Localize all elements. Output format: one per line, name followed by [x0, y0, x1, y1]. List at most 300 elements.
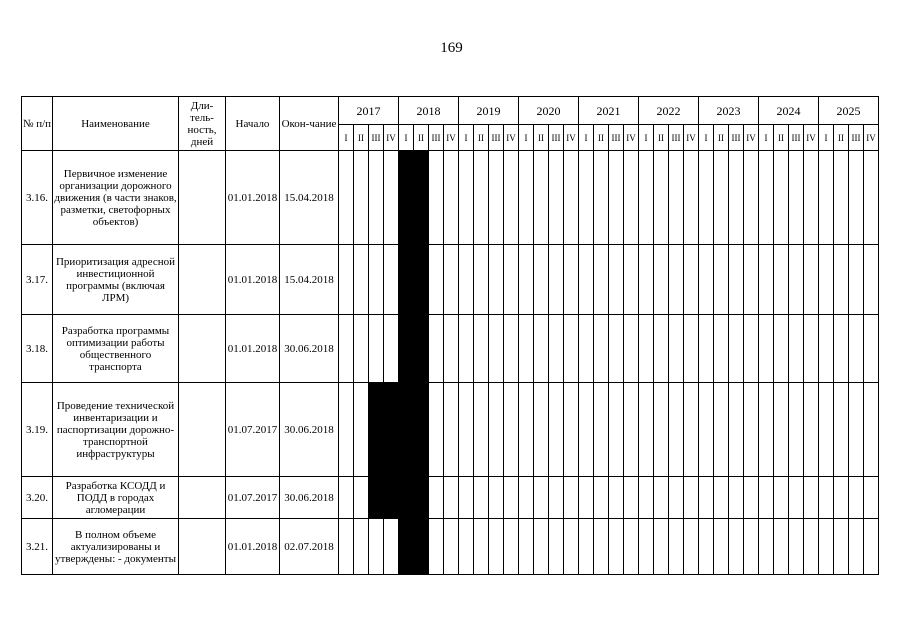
gantt-empty-cell — [354, 519, 369, 575]
gantt-empty-cell — [654, 519, 669, 575]
row-duration — [179, 383, 226, 477]
gantt-empty-cell — [504, 151, 519, 245]
gantt-empty-cell — [369, 245, 384, 315]
year-header: 2019 — [459, 97, 519, 125]
gantt-empty-cell — [774, 315, 789, 383]
gantt-empty-cell — [624, 245, 639, 315]
quarter-header: III — [549, 125, 564, 151]
table-row — [22, 519, 879, 575]
gantt-empty-cell — [489, 519, 504, 575]
gantt-empty-cell — [579, 383, 594, 477]
gantt-empty-cell — [639, 477, 654, 519]
gantt-empty-cell — [474, 519, 489, 575]
gantt-empty-cell — [624, 477, 639, 519]
quarter-header: II — [654, 125, 669, 151]
gantt-empty-cell — [714, 383, 729, 477]
gantt-empty-cell — [444, 383, 459, 477]
gantt-empty-cell — [714, 315, 729, 383]
row-duration — [179, 151, 226, 245]
gantt-bar-cell — [414, 151, 429, 245]
quarter-header: II — [414, 125, 429, 151]
row-end-date: 30.06.2018 — [280, 383, 339, 477]
row-start-date: 01.01.2018 — [226, 519, 280, 575]
quarter-header: I — [819, 125, 834, 151]
row-end-date: 02.07.2018 — [280, 519, 339, 575]
gantt-empty-cell — [459, 151, 474, 245]
quarter-header: IV — [504, 125, 519, 151]
gantt-empty-cell — [354, 477, 369, 519]
gantt-empty-cell — [669, 383, 684, 477]
gantt-empty-cell — [819, 245, 834, 315]
gantt-empty-cell — [834, 315, 849, 383]
gantt-empty-cell — [639, 383, 654, 477]
gantt-empty-cell — [519, 477, 534, 519]
gantt-empty-cell — [804, 245, 819, 315]
gantt-empty-cell — [429, 245, 444, 315]
gantt-empty-cell — [714, 151, 729, 245]
gantt-empty-cell — [864, 383, 879, 477]
gantt-empty-cell — [624, 519, 639, 575]
gantt-bar-cell — [414, 315, 429, 383]
gantt-empty-cell — [549, 245, 564, 315]
gantt-empty-cell — [489, 151, 504, 245]
gantt-empty-cell — [459, 245, 474, 315]
gantt-empty-cell — [534, 519, 549, 575]
quarter-header: IV — [624, 125, 639, 151]
gantt-empty-cell — [819, 151, 834, 245]
gantt-bar-cell — [384, 383, 399, 477]
gantt-empty-cell — [624, 315, 639, 383]
gantt-empty-cell — [849, 151, 864, 245]
gantt-empty-cell — [669, 519, 684, 575]
gantt-bar-cell — [399, 151, 414, 245]
gantt-empty-cell — [579, 519, 594, 575]
gantt-empty-cell — [789, 245, 804, 315]
row-start-date: 01.01.2018 — [226, 315, 280, 383]
gantt-empty-cell — [609, 245, 624, 315]
gantt-empty-cell — [849, 477, 864, 519]
gantt-empty-cell — [354, 383, 369, 477]
row-duration — [179, 477, 226, 519]
gantt-bar-cell — [414, 519, 429, 575]
table-row — [22, 477, 879, 519]
row-duration — [179, 315, 226, 383]
gantt-empty-cell — [519, 245, 534, 315]
year-header: 2024 — [759, 97, 819, 125]
gantt-empty-cell — [714, 245, 729, 315]
table-row — [22, 383, 879, 477]
gantt-empty-cell — [339, 245, 354, 315]
gantt-empty-cell — [849, 245, 864, 315]
gantt-empty-cell — [729, 383, 744, 477]
quarter-header: III — [489, 125, 504, 151]
gantt-table — [21, 96, 879, 575]
gantt-empty-cell — [564, 519, 579, 575]
gantt-empty-cell — [474, 315, 489, 383]
gantt-empty-cell — [354, 315, 369, 383]
gantt-empty-cell — [639, 245, 654, 315]
gantt-empty-cell — [744, 477, 759, 519]
gantt-empty-cell — [669, 477, 684, 519]
gantt-empty-cell — [759, 519, 774, 575]
gantt-empty-cell — [759, 245, 774, 315]
gantt-empty-cell — [504, 245, 519, 315]
gantt-empty-cell — [789, 519, 804, 575]
gantt-empty-cell — [369, 519, 384, 575]
gantt-empty-cell — [579, 245, 594, 315]
gantt-empty-cell — [654, 151, 669, 245]
gantt-empty-cell — [699, 315, 714, 383]
gantt-empty-cell — [684, 519, 699, 575]
header-num: № п/п — [22, 97, 53, 151]
row-end-date: 15.04.2018 — [280, 245, 339, 315]
gantt-empty-cell — [489, 315, 504, 383]
row-duration — [179, 519, 226, 575]
gantt-empty-cell — [369, 151, 384, 245]
gantt-empty-cell — [429, 315, 444, 383]
gantt-empty-cell — [549, 315, 564, 383]
gantt-empty-cell — [744, 245, 759, 315]
quarter-header: IV — [384, 125, 399, 151]
header-duration: Дли-тель-ность, дней — [179, 97, 226, 151]
quarter-header: I — [519, 125, 534, 151]
quarter-header: IV — [684, 125, 699, 151]
gantt-empty-cell — [729, 519, 744, 575]
year-header: 2020 — [519, 97, 579, 125]
gantt-empty-cell — [444, 151, 459, 245]
gantt-empty-cell — [774, 383, 789, 477]
gantt-empty-cell — [564, 315, 579, 383]
row-number: 3.17. — [22, 245, 53, 315]
gantt-empty-cell — [729, 315, 744, 383]
row-start-date: 01.07.2017 — [226, 383, 280, 477]
gantt-bar-cell — [369, 477, 384, 519]
gantt-empty-cell — [669, 151, 684, 245]
quarter-header: I — [759, 125, 774, 151]
quarter-header: II — [714, 125, 729, 151]
gantt-empty-cell — [504, 477, 519, 519]
gantt-empty-cell — [384, 151, 399, 245]
gantt-empty-cell — [849, 383, 864, 477]
gantt-empty-cell — [549, 383, 564, 477]
gantt-empty-cell — [444, 519, 459, 575]
gantt-empty-cell — [729, 245, 744, 315]
gantt-empty-cell — [429, 383, 444, 477]
gantt-empty-cell — [639, 519, 654, 575]
quarter-header: I — [339, 125, 354, 151]
row-end-date: 15.04.2018 — [280, 151, 339, 245]
gantt-bar-cell — [399, 245, 414, 315]
gantt-empty-cell — [579, 477, 594, 519]
gantt-empty-cell — [504, 383, 519, 477]
gantt-bar-cell — [399, 383, 414, 477]
gantt-empty-cell — [354, 151, 369, 245]
gantt-empty-cell — [594, 477, 609, 519]
gantt-empty-cell — [744, 315, 759, 383]
gantt-empty-cell — [534, 245, 549, 315]
quarter-header: IV — [864, 125, 879, 151]
quarter-header: III — [369, 125, 384, 151]
table-row — [22, 245, 879, 315]
gantt-empty-cell — [459, 383, 474, 477]
gantt-empty-cell — [684, 245, 699, 315]
gantt-bar-cell — [399, 519, 414, 575]
gantt-empty-cell — [729, 477, 744, 519]
gantt-empty-cell — [684, 315, 699, 383]
row-start-date: 01.07.2017 — [226, 477, 280, 519]
gantt-empty-cell — [699, 383, 714, 477]
row-name: Проведение технической инвентаризации и паспортизации дорожно-транспортной инфраструктуры — [53, 383, 179, 477]
quarter-header: II — [594, 125, 609, 151]
gantt-empty-cell — [684, 151, 699, 245]
row-name: Первичное изменение организации дорожного движения (в части знаков, разметки, светофорных объектов) — [53, 151, 179, 245]
gantt-empty-cell — [714, 477, 729, 519]
gantt-empty-cell — [549, 151, 564, 245]
gantt-bar-cell — [399, 315, 414, 383]
gantt-empty-cell — [774, 519, 789, 575]
gantt-empty-cell — [774, 151, 789, 245]
gantt-empty-cell — [819, 315, 834, 383]
gantt-empty-cell — [429, 519, 444, 575]
gantt-empty-cell — [444, 477, 459, 519]
gantt-empty-cell — [519, 383, 534, 477]
gantt-empty-cell — [519, 315, 534, 383]
quarter-header: II — [354, 125, 369, 151]
gantt-empty-cell — [534, 383, 549, 477]
gantt-empty-cell — [849, 519, 864, 575]
gantt-empty-cell — [684, 477, 699, 519]
gantt-empty-cell — [489, 245, 504, 315]
quarter-header: I — [459, 125, 474, 151]
year-header: 2017 — [339, 97, 399, 125]
gantt-empty-cell — [819, 383, 834, 477]
gantt-empty-cell — [429, 477, 444, 519]
quarter-header: IV — [804, 125, 819, 151]
gantt-empty-cell — [609, 315, 624, 383]
gantt-empty-cell — [669, 315, 684, 383]
gantt-empty-cell — [609, 519, 624, 575]
gantt-empty-cell — [594, 519, 609, 575]
row-number: 3.20. — [22, 477, 53, 519]
gantt-empty-cell — [834, 151, 849, 245]
quarter-header: III — [669, 125, 684, 151]
gantt-empty-cell — [759, 151, 774, 245]
gantt-empty-cell — [834, 245, 849, 315]
gantt-empty-cell — [549, 477, 564, 519]
row-number: 3.16. — [22, 151, 53, 245]
gantt-empty-cell — [744, 519, 759, 575]
gantt-empty-cell — [759, 383, 774, 477]
gantt-empty-cell — [714, 519, 729, 575]
gantt-empty-cell — [594, 383, 609, 477]
quarter-header: I — [699, 125, 714, 151]
gantt-empty-cell — [654, 245, 669, 315]
row-name: Разработка КСОДД и ПОДД в городах агломерации — [53, 477, 179, 519]
gantt-empty-cell — [534, 477, 549, 519]
gantt-empty-cell — [579, 315, 594, 383]
quarter-header: II — [834, 125, 849, 151]
quarter-header: I — [639, 125, 654, 151]
gantt-empty-cell — [519, 519, 534, 575]
gantt-bar-cell — [414, 477, 429, 519]
gantt-empty-cell — [384, 519, 399, 575]
gantt-empty-cell — [534, 151, 549, 245]
row-duration — [179, 245, 226, 315]
gantt-empty-cell — [864, 315, 879, 383]
gantt-bar-cell — [384, 477, 399, 519]
gantt-empty-cell — [624, 383, 639, 477]
quarter-header: III — [849, 125, 864, 151]
row-number: 3.18. — [22, 315, 53, 383]
gantt-empty-cell — [459, 315, 474, 383]
quarter-header: III — [429, 125, 444, 151]
gantt-empty-cell — [429, 151, 444, 245]
gantt-empty-cell — [594, 315, 609, 383]
row-number: 3.19. — [22, 383, 53, 477]
gantt-empty-cell — [489, 383, 504, 477]
header-start: Начало — [226, 97, 280, 151]
gantt-empty-cell — [759, 315, 774, 383]
gantt-empty-cell — [339, 151, 354, 245]
gantt-empty-cell — [489, 477, 504, 519]
gantt-empty-cell — [804, 151, 819, 245]
gantt-empty-cell — [504, 315, 519, 383]
gantt-empty-cell — [654, 383, 669, 477]
gantt-empty-cell — [594, 151, 609, 245]
year-header: 2025 — [819, 97, 879, 125]
gantt-empty-cell — [699, 519, 714, 575]
gantt-empty-cell — [744, 383, 759, 477]
year-header: 2021 — [579, 97, 639, 125]
table-row — [22, 315, 879, 383]
header-name: Наименование — [53, 97, 179, 151]
gantt-bar-cell — [414, 383, 429, 477]
table-row — [22, 151, 879, 245]
gantt-bar-cell — [414, 245, 429, 315]
gantt-empty-cell — [789, 383, 804, 477]
row-name: Приоритизация адресной инвестиционной программы (включая ЛРМ) — [53, 245, 179, 315]
gantt-empty-cell — [864, 477, 879, 519]
gantt-empty-cell — [609, 477, 624, 519]
quarter-header: III — [789, 125, 804, 151]
year-header: 2018 — [399, 97, 459, 125]
gantt-empty-cell — [459, 477, 474, 519]
row-name: Разработка программы оптимизации работы общественного транспорта — [53, 315, 179, 383]
gantt-empty-cell — [699, 477, 714, 519]
header-end: Окон-чание — [280, 97, 339, 151]
gantt-empty-cell — [864, 151, 879, 245]
gantt-empty-cell — [474, 383, 489, 477]
gantt-empty-cell — [684, 383, 699, 477]
year-header: 2023 — [699, 97, 759, 125]
gantt-empty-cell — [339, 383, 354, 477]
quarter-header: III — [609, 125, 624, 151]
gantt-empty-cell — [804, 519, 819, 575]
gantt-empty-cell — [819, 519, 834, 575]
gantt-empty-cell — [774, 477, 789, 519]
gantt-empty-cell — [579, 151, 594, 245]
gantt-empty-cell — [384, 315, 399, 383]
gantt-empty-cell — [759, 477, 774, 519]
gantt-empty-cell — [339, 519, 354, 575]
quarter-header: IV — [444, 125, 459, 151]
gantt-empty-cell — [369, 315, 384, 383]
quarter-header: IV — [564, 125, 579, 151]
gantt-empty-cell — [519, 151, 534, 245]
gantt-empty-cell — [624, 151, 639, 245]
gantt-empty-cell — [789, 477, 804, 519]
quarter-header: II — [534, 125, 549, 151]
row-end-date: 30.06.2018 — [280, 315, 339, 383]
gantt-empty-cell — [609, 151, 624, 245]
quarter-header: I — [579, 125, 594, 151]
gantt-empty-cell — [474, 477, 489, 519]
gantt-empty-cell — [864, 519, 879, 575]
gantt-empty-cell — [804, 315, 819, 383]
gantt-bar-cell — [399, 477, 414, 519]
row-number: 3.21. — [22, 519, 53, 575]
gantt-empty-cell — [834, 383, 849, 477]
gantt-empty-cell — [774, 245, 789, 315]
gantt-empty-cell — [789, 151, 804, 245]
gantt-empty-cell — [459, 519, 474, 575]
gantt-empty-cell — [699, 245, 714, 315]
gantt-empty-cell — [804, 383, 819, 477]
row-start-date: 01.01.2018 — [226, 151, 280, 245]
quarter-header: II — [774, 125, 789, 151]
gantt-empty-cell — [549, 519, 564, 575]
gantt-empty-cell — [474, 151, 489, 245]
row-name: В полном объеме актуализированы и утверждены: - документы — [53, 519, 179, 575]
gantt-empty-cell — [654, 477, 669, 519]
gantt-empty-cell — [639, 315, 654, 383]
quarter-header: IV — [744, 125, 759, 151]
gantt-empty-cell — [654, 315, 669, 383]
gantt-empty-cell — [504, 519, 519, 575]
row-start-date: 01.01.2018 — [226, 245, 280, 315]
gantt-empty-cell — [864, 245, 879, 315]
gantt-empty-cell — [594, 245, 609, 315]
gantt-empty-cell — [804, 477, 819, 519]
quarter-header: III — [729, 125, 744, 151]
gantt-empty-cell — [384, 245, 399, 315]
gantt-empty-cell — [789, 315, 804, 383]
gantt-empty-cell — [564, 477, 579, 519]
year-header: 2022 — [639, 97, 699, 125]
gantt-empty-cell — [669, 245, 684, 315]
gantt-empty-cell — [339, 315, 354, 383]
gantt-empty-cell — [534, 315, 549, 383]
page-number: 169 — [440, 40, 463, 56]
gantt-empty-cell — [564, 383, 579, 477]
gantt-bar-cell — [369, 383, 384, 477]
gantt-empty-cell — [339, 477, 354, 519]
gantt-empty-cell — [834, 477, 849, 519]
gantt-empty-cell — [639, 151, 654, 245]
gantt-empty-cell — [729, 151, 744, 245]
row-end-date: 30.06.2018 — [280, 477, 339, 519]
gantt-empty-cell — [849, 315, 864, 383]
gantt-empty-cell — [474, 245, 489, 315]
quarter-header: I — [399, 125, 414, 151]
gantt-empty-cell — [834, 519, 849, 575]
quarter-header: II — [474, 125, 489, 151]
gantt-empty-cell — [564, 151, 579, 245]
gantt-empty-cell — [609, 383, 624, 477]
gantt-empty-cell — [444, 315, 459, 383]
gantt-empty-cell — [564, 245, 579, 315]
gantt-empty-cell — [819, 477, 834, 519]
